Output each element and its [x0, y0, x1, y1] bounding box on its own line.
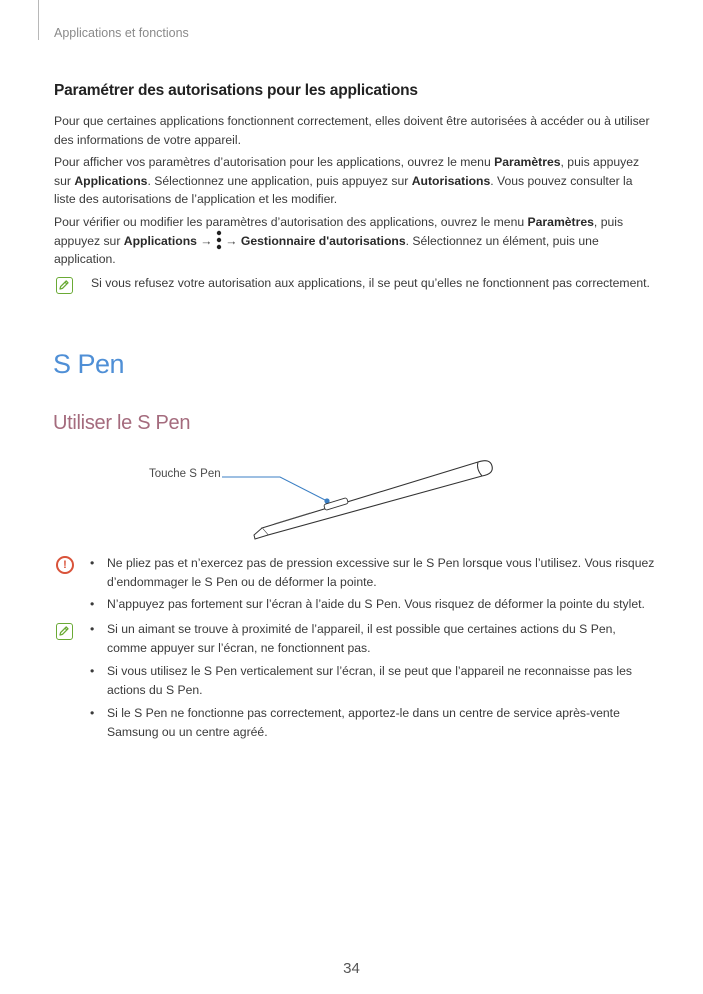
caution-bullet-1: • Ne pliez pas et n’exercez pas de pression excessive sur le S Pen lorsque vous l’utilisez. Vous risquez d’endommager le S Pen ou de déformer la pointe.: [90, 556, 655, 589]
note-permissions: Si vous refusez votre autorisation aux applications, il se peut qu’elles ne fonctionnent pas correctement.: [91, 276, 650, 290]
menu-gestionnaire-autorisations: Gestionnaire d'autorisations: [240, 233, 406, 248]
section-title: Paramétrer des autorisations pour les applications: [54, 82, 418, 99]
caution-bullet-2: • N’appuyez pas fortement sur l’écran à l’aide du S Pen. Vous risquez de déformer la pointe du stylet.: [90, 597, 645, 611]
pencil-note-icon: [56, 623, 73, 640]
paragraph-intro: Pour que certaines applications fonctionnent correctement, elles doivent être autorisées à accéder ou à utiliser des informations de votre appareil.: [54, 114, 650, 147]
menu-applications-2: Applications: [123, 233, 197, 248]
menu-autorisations: Autorisations: [411, 173, 491, 188]
note-bullet-3: • Si le S Pen ne fonctionne pas correctement, apportez-le dans un centre de service après-vente Samsung ou un centre agréé.: [90, 706, 620, 739]
menu-parametres: Paramètres: [494, 155, 561, 169]
note-bullet-2: • Si vous utilisez le S Pen verticalement sur l’écran, il se peut que l’appareil ne reconnaisse pas les actions du S Pen.: [90, 664, 633, 697]
running-header: Applications et fonctions: [54, 26, 189, 40]
page-number: 34: [343, 960, 360, 977]
subsection-title: Utiliser le S Pen: [53, 412, 191, 434]
chapter-title: S Pen: [53, 349, 125, 379]
note-bullet-1: • Si un aimant se trouve à proximité de l’appareil, il est possible que certaines actions du S Pen, comme appuyer sur l’écran, ne fonctionnent pas.: [90, 622, 616, 655]
menu-applications: Applications: [74, 173, 148, 188]
s-pen-button-label: Touche S Pen: [149, 468, 221, 480]
exclamation-caution-icon: !: [56, 556, 74, 574]
paragraph-manage-permissions: Pour vérifier ou modifier les paramètres d’autorisation des applications, ouvrez le menu Paramètres, puis appuyez sur Applications → → Gestionnaire d'autorisations. Sélectionnez un élément, puis une application.: [54, 215, 624, 266]
paragraph-view-permissions: Pour afficher vos paramètres d’autorisation pour les applications, ouvrez le menu Paramètres, puis appuyez sur Applications. Sélectionnez une application, puis appuyez sur Autorisations. Vous pouvez consulter la liste des autorisations de l’application et les modifier.: [54, 155, 640, 206]
menu-parametres-2: Paramètres: [527, 215, 594, 229]
